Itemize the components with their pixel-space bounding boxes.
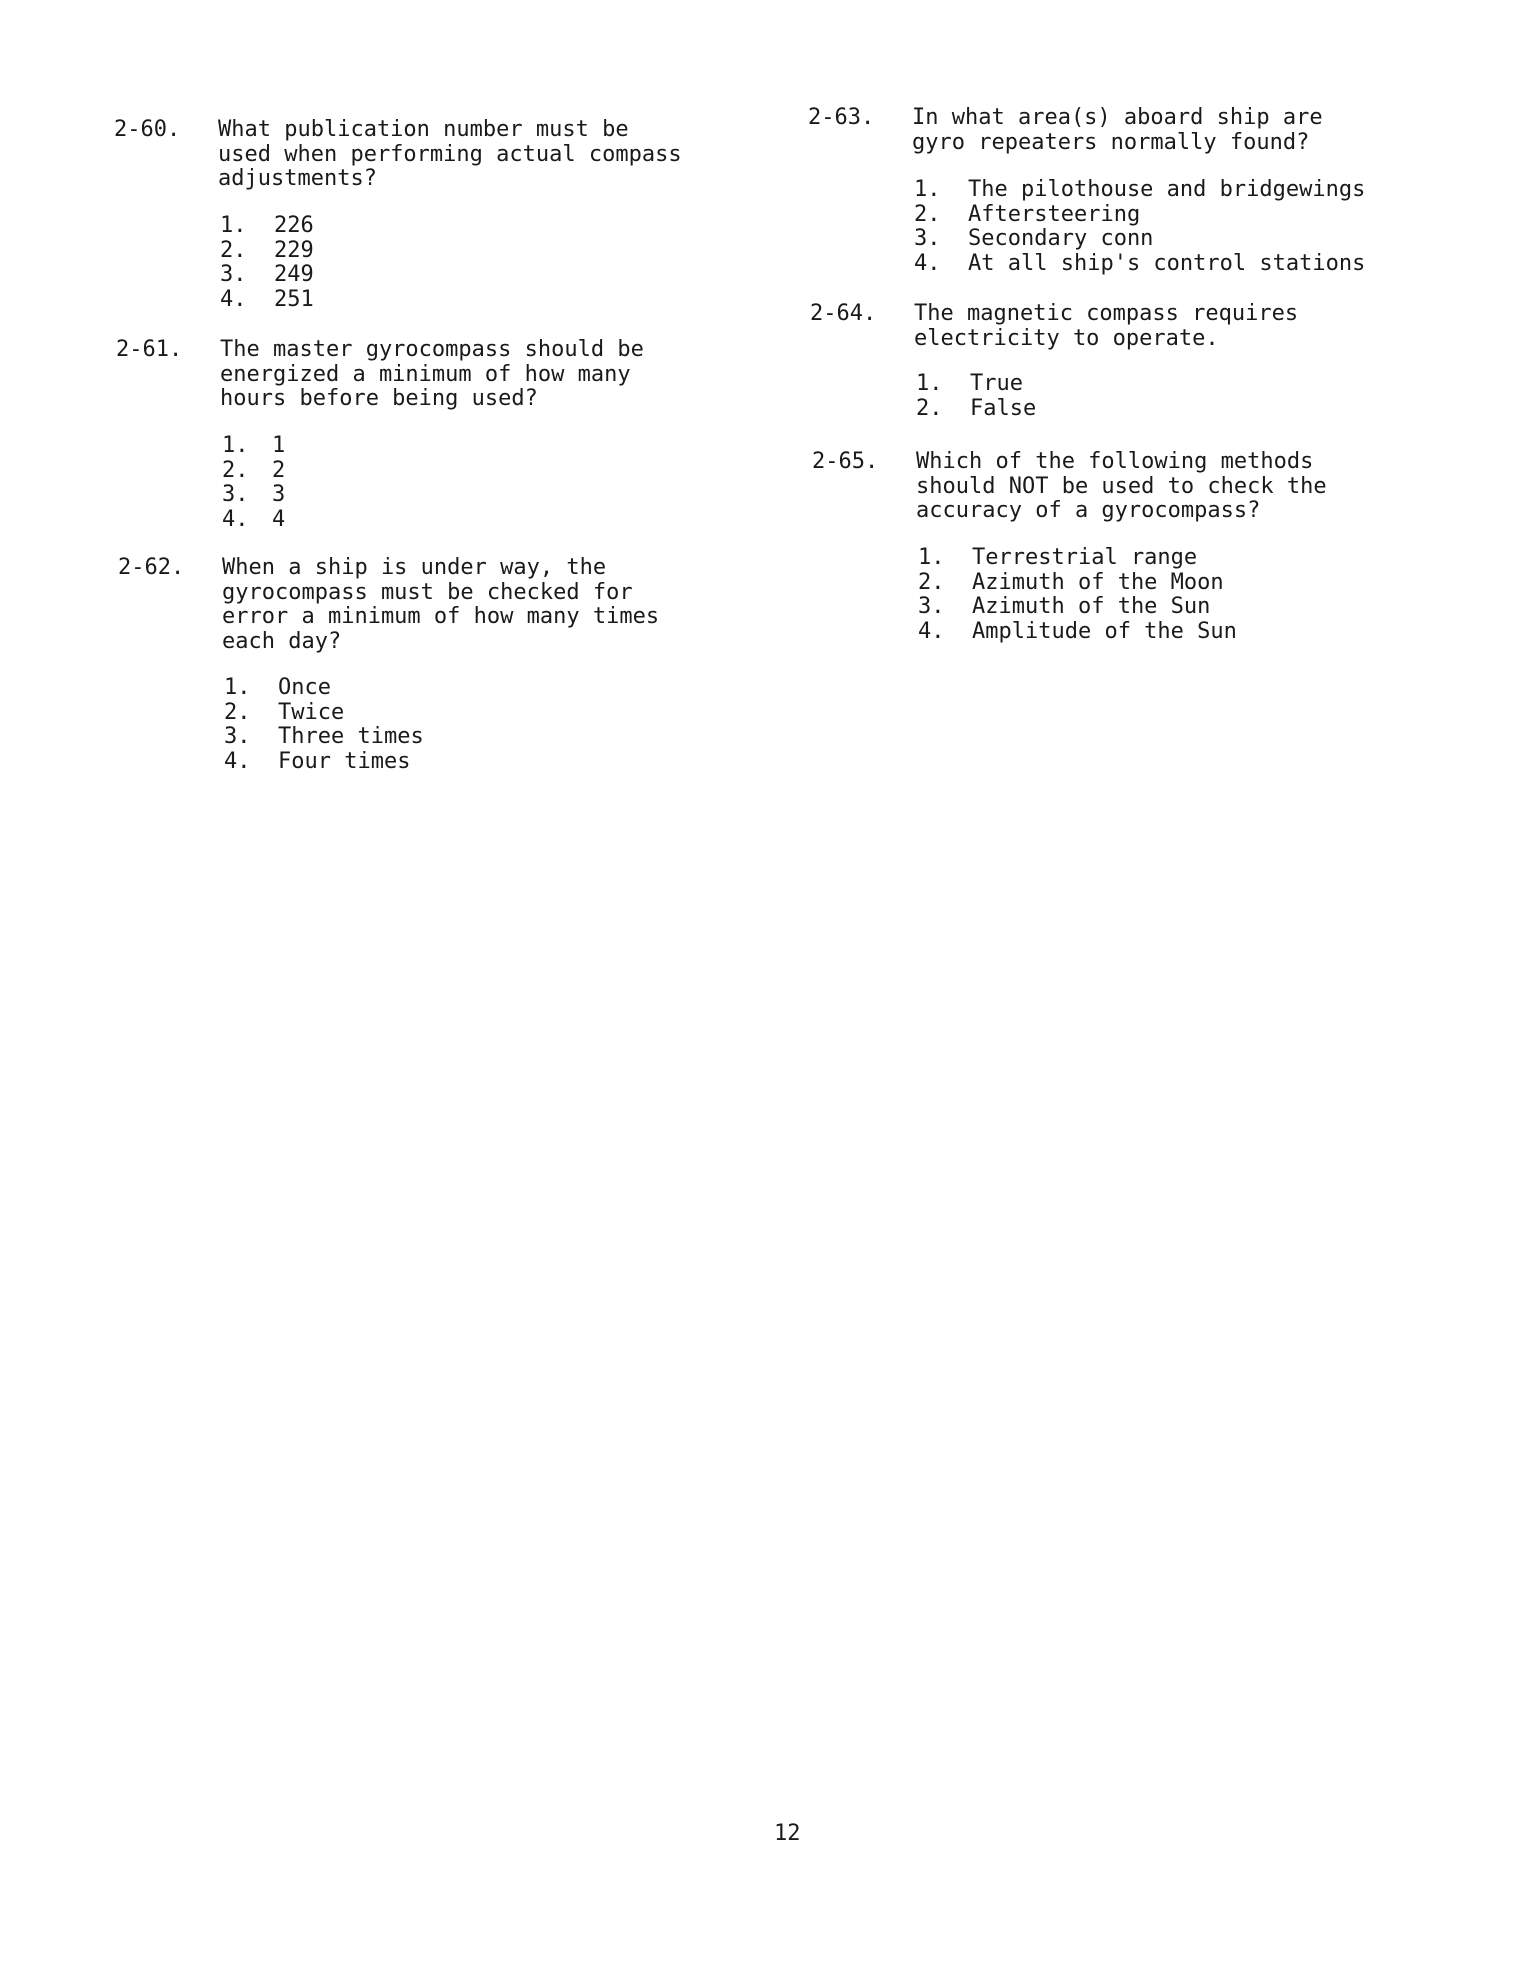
option-text: Three times [278,724,424,749]
option-number: 2. [222,457,249,483]
option-text: False [970,395,1037,421]
answer-options [220,214,314,312]
option-text: True [970,371,1023,396]
option-text: Aftersteering [968,201,1141,227]
answer-option[interactable] [914,178,1365,203]
answer-option[interactable] [916,397,1036,422]
option-number: 1. [916,371,943,396]
answer-option[interactable] [224,725,424,750]
answer-option[interactable] [914,252,1365,277]
answer-option[interactable] [914,227,1365,252]
answer-option[interactable] [918,595,1237,620]
option-number: 2. [918,569,945,595]
option-number: 2. [914,201,941,227]
answer-option[interactable] [224,676,424,701]
answer-option[interactable] [224,701,424,726]
answer-option[interactable] [918,571,1237,596]
answer-option[interactable] [222,508,285,533]
answer-options [916,372,1036,421]
answer-option[interactable] [222,483,285,508]
option-text: Secondary conn [968,226,1154,251]
option-number: 1. [914,177,941,202]
question-number: 2-63. [808,105,875,130]
page-number: 12 [774,1821,801,1846]
question-stem: When a ship is under way, the gyrocompass must be checked for error a minimum of how many times each day? [222,555,660,654]
question-number: 2-62. [118,555,185,580]
option-text: 2 [272,457,286,483]
option-text: Azimuth of the Sun [972,594,1211,619]
option-number: 3. [220,262,247,287]
option-number: 2. [224,699,251,725]
option-text: 249 [274,262,314,287]
answer-option[interactable] [220,263,314,288]
answer-options [222,434,285,532]
option-text: The pilothouse and bridgewings [968,177,1366,202]
option-number: 4. [918,618,945,644]
question-stem: What publication number must be used when performing actual compass adjustments? [218,117,682,191]
option-number: 2. [916,395,943,421]
option-number: 4. [222,506,249,532]
option-number: 1. [224,675,251,700]
option-text: Four times [278,748,411,774]
option-number: 4. [220,286,247,312]
option-text: 251 [274,286,314,312]
option-text: 229 [274,237,314,263]
option-number: 2. [220,237,247,263]
question-stem: Which of the following methods should NOT be used to check the accuracy of a gyrocompass? [916,449,1327,523]
option-text: At all ship's control stations [968,250,1366,276]
question-number: 2-65. [812,449,879,474]
answer-option[interactable] [222,434,285,459]
option-text: Once [278,675,331,700]
question-number: 2-61. [116,337,183,362]
answer-option[interactable] [220,239,314,264]
option-text: Amplitude of the Sun [972,618,1237,644]
answer-options [914,178,1365,276]
answer-option[interactable] [222,459,285,484]
question-stem: The master gyrocompass should be energized a minimum of how many hours before being used? [220,337,644,411]
answer-option[interactable] [916,372,1036,397]
question-stem: The magnetic compass requires electricity to operate. [914,301,1299,351]
answer-options [918,546,1237,644]
option-text: 4 [272,506,286,532]
option-number: 3. [224,724,251,749]
answer-option[interactable] [220,214,314,239]
answer-option[interactable] [918,620,1237,645]
answer-option[interactable] [914,203,1365,228]
question-number: 2-64. [810,301,877,326]
option-text: Azimuth of the Moon [972,569,1224,595]
question-stem: In what area(s) aboard ship are gyro repeaters normally found? [912,105,1323,155]
option-text: 1 [272,433,286,458]
option-text: 3 [272,482,286,507]
answer-option[interactable] [224,750,424,775]
option-number: 3. [918,594,945,619]
question-number: 2-60. [114,117,181,142]
option-number: 3. [914,226,941,251]
option-number: 1. [220,213,247,238]
option-text: Terrestrial range [972,545,1198,570]
option-number: 1. [918,545,945,570]
answer-option[interactable] [220,288,314,313]
answer-option[interactable] [918,546,1237,571]
option-number: 4. [914,250,941,276]
option-text: Twice [278,699,345,725]
option-number: 4. [224,748,251,774]
answer-options [224,676,424,774]
option-number: 1. [222,433,249,458]
option-text: 226 [274,213,314,238]
option-number: 3. [222,482,249,507]
